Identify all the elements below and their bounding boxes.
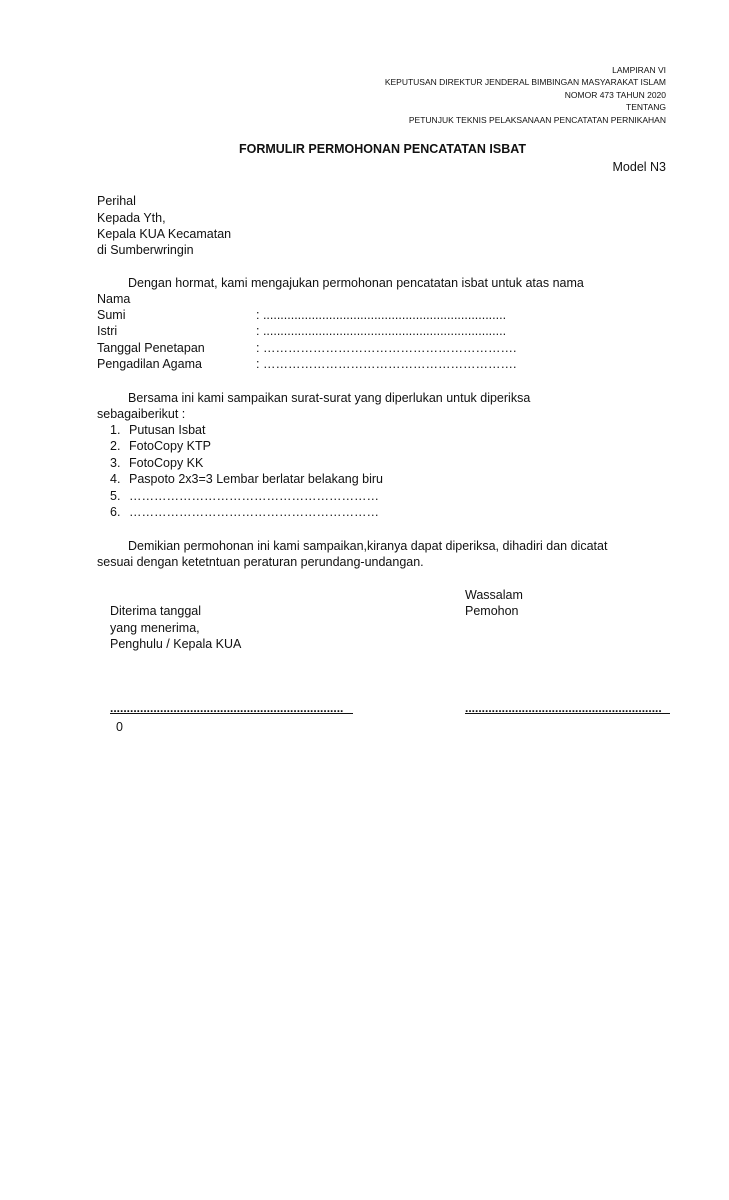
header-nomor: NOMOR 473 TAHUN 2020: [564, 89, 666, 100]
nama-label: Nama: [97, 292, 131, 306]
model-code: Model N3: [612, 160, 666, 174]
document-item-text: FotoCopy KTP: [129, 439, 211, 453]
closing-paragraph: Demikian permohonan ini kami sampaikan,kiranya dapat diperiksa, dihadiri dan dicatat: [128, 539, 608, 553]
documents-intro: Bersama ini kami sampaikan surat-surat yang diperlukan untuk diperiksa: [128, 391, 531, 405]
field-tanggal: [97, 341, 516, 355]
kepala-kua-label: Kepala KUA Kecamatan: [97, 227, 232, 241]
header-petunjuk: PETUNJUK TEKNIS PELAKSANAAN PENCATATAN PERNIKAHAN: [408, 114, 666, 125]
field-pengadilan: [97, 357, 516, 371]
location-label: di Sumberwringin: [97, 243, 194, 257]
document-item: [110, 472, 383, 486]
perihal-label: Perihal: [97, 194, 136, 208]
penghulu-label: Penghulu / Kepala KUA: [110, 637, 242, 651]
kepada-label: Kepada Yth,: [97, 211, 166, 225]
field-tanggal-label: Tanggal Penetapan: [97, 341, 205, 355]
document-item: [110, 423, 205, 437]
document-item-number: 6.: [110, 505, 121, 519]
yang-menerima-label: yang menerima,: [110, 621, 200, 635]
documents-intro-cont: sebagaiberikut :: [97, 407, 186, 421]
document-item-text[interactable]: ……………………………………………………: [129, 505, 379, 519]
document-item: [110, 439, 211, 453]
document-item-text: Putusan Isbat: [129, 423, 206, 437]
field-istri: [97, 324, 506, 338]
document-item-number: 3.: [110, 456, 121, 470]
document-item-number: 5.: [110, 489, 121, 503]
document-item: [110, 505, 379, 519]
document-item: [110, 489, 379, 503]
document-item-number: 1.: [110, 423, 121, 437]
document-item: [110, 456, 203, 470]
field-istri-value[interactable]: : ......................................................................: [256, 324, 507, 338]
document-item-text: Paspoto 2x3=3 Lembar berlatar belakang biru: [129, 472, 383, 486]
header-lampiran: LAMPIRAN VI: [612, 65, 666, 75]
field-istri-label: Istri: [97, 324, 118, 338]
pemohon-label: Pemohon: [465, 604, 519, 618]
document-item-text[interactable]: ……………………………………………………: [129, 489, 379, 503]
field-pengadilan-label: Pengadilan Agama: [97, 357, 202, 371]
attachment-header: [385, 64, 666, 126]
document-item-text: FotoCopy KK: [129, 456, 204, 470]
signature-line-left[interactable]: ......................................................................: [110, 701, 344, 715]
form-title: FORMULIR PERMOHONAN PENCATATAN ISBAT: [238, 142, 527, 156]
field-tanggal-value[interactable]: : …………………………………………………….: [256, 341, 517, 355]
signature-underline-right: [465, 713, 670, 714]
signature-underline-left: [110, 713, 353, 714]
field-pengadilan-value[interactable]: : …………………………………………………….: [256, 357, 517, 371]
closing-paragraph-cont: sesuai dengan ketetntuan peraturan perundang-undangan.: [97, 555, 424, 569]
wassalam-text: Wassalam: [465, 588, 523, 602]
intro-paragraph: Dengan hormat, kami mengajukan permohonan pencatatan isbat untuk atas nama: [128, 276, 584, 290]
signature-number: 0: [116, 720, 123, 734]
header-tentang: TENTANG: [626, 102, 666, 113]
field-suami-label: Sumi: [97, 308, 126, 322]
signature-line-right[interactable]: ...........................................................: [465, 701, 662, 715]
document-item-number: 4.: [110, 472, 121, 486]
diterima-label: Diterima tanggal: [110, 604, 202, 618]
header-keputusan: KEPUTUSAN DIREKTUR JENDERAL BIMBINGAN MASYARAKAT ISLAM: [384, 77, 666, 88]
field-suami-value[interactable]: : ......................................................................: [256, 308, 507, 322]
field-suami: [97, 308, 506, 322]
document-item-number: 2.: [110, 439, 121, 453]
